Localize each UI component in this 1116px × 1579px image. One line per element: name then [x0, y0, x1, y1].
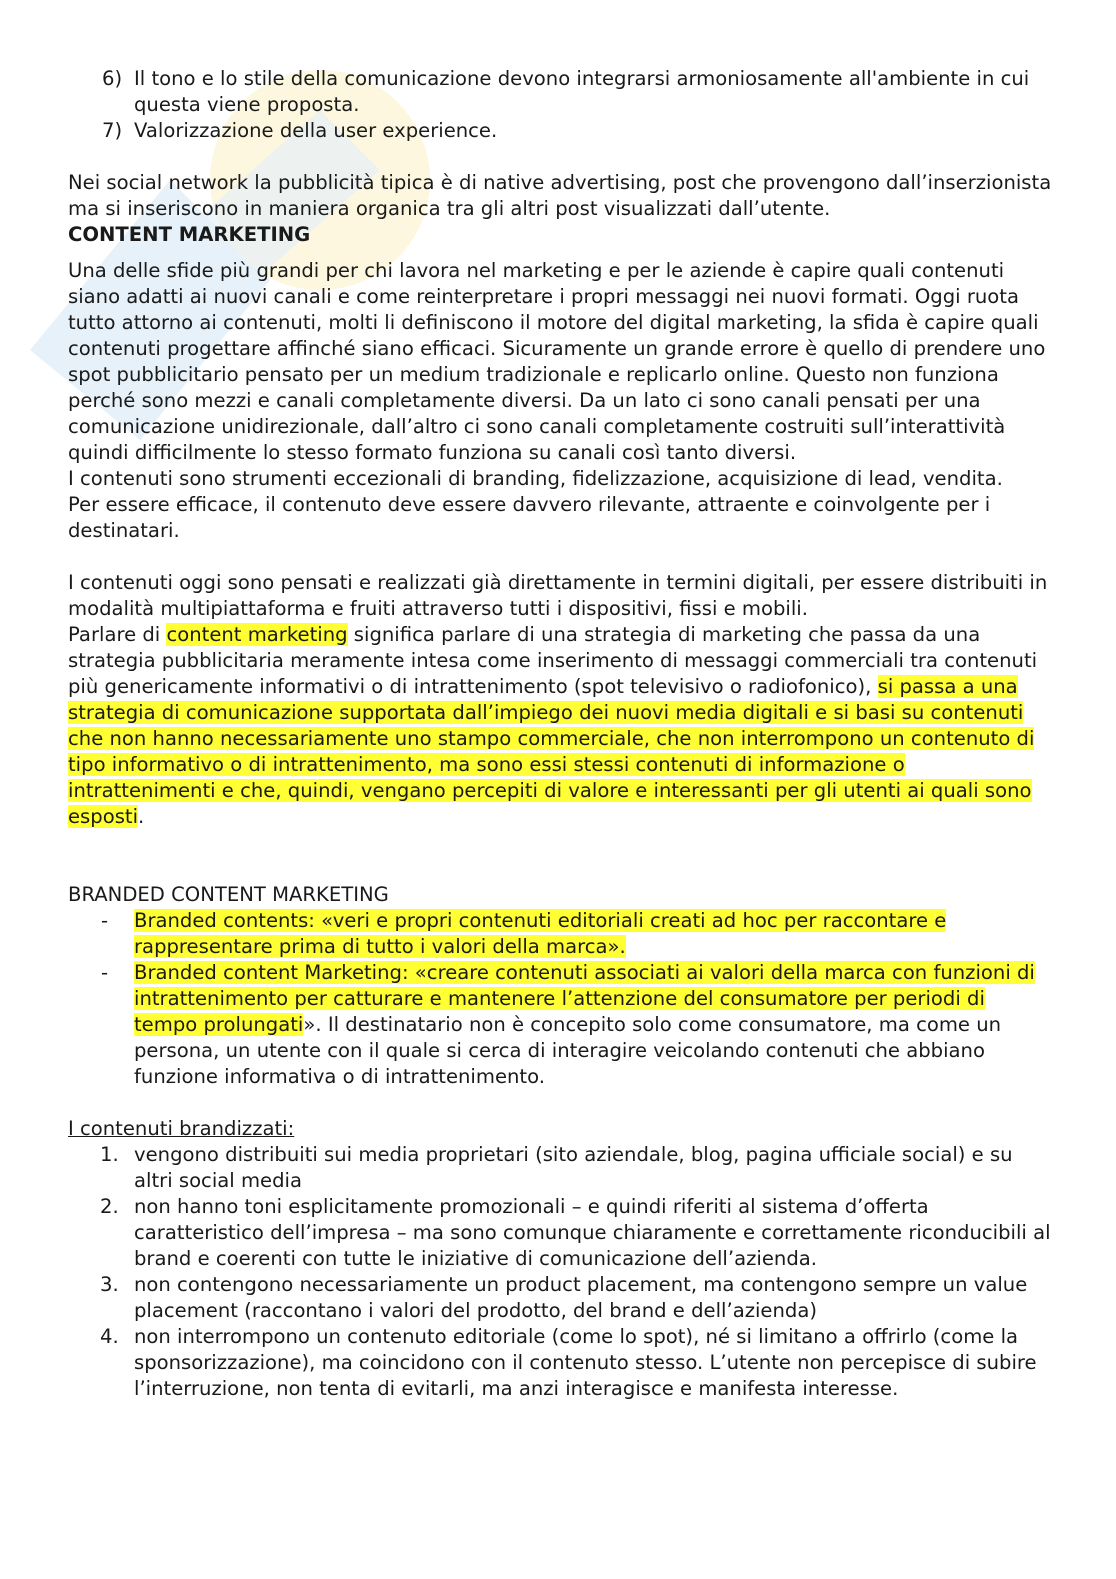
document-content [68, 66, 1053, 1402]
content-marketing-heading: CONTENT MARKETING [68, 223, 311, 246]
paragraph: I contenuti oggi sono pensati e realizzati già direttamente in termini digitali, per essere distribuiti in modalità multipiattaforma e fruiti attraverso tutti i dispositivi, fissi e mobili. [68, 571, 1048, 620]
highlight: Branded contents: «veri e propri contenuti editoriali creati ad hoc per raccontare e rappresentare prima di tutto i valori della marca». [134, 909, 947, 958]
brandized-heading: I contenuti brandizzati: [68, 1117, 295, 1140]
highlight: Branded content Marketing: «creare contenuti associati ai valori della marca con funzioni di intrattenimento per catturare e mantenere l’attenzione del consumatore per periodi di tempo prolungati [134, 961, 1035, 1036]
branded-heading: BRANDED CONTENT MARKETING [68, 883, 389, 906]
paragraph: Una delle sfide più grandi per chi lavora nel marketing e per le aziende è capire quali contenuti siano adatti ai nuovi canali e come reinterpretare i propri messaggi nei nuovi formati. Oggi ruota tutto attorno ai contenuti, molti li definiscono il motore del digital marketing, la sfida è capire quali contenuti progettare affinché siano efficaci. Sicuramente un grande errore è quello di prendere uno spot pubblicitario pensato per un medium tradizionale e replicarlo online. Questo non funziona perché sono mezzi e canali completamente diversi. Da un lato ci sono canali pensati per una comunicazione unidirezionale, dall’altro ci sono canali completamente costruiti sull’interattività quindi difficilmente lo stesso formato funziona su canali così tanto diversi. [68, 259, 1046, 464]
paragraph: Per essere efficace, il contenuto deve essere davvero rilevante, attraente e coinvolgente per i destinatari. [68, 493, 991, 542]
list-item: 3. non contengono necessariamente un product placement, ma contengono sempre un value placement (raccontano i valori del prodotto, del brand e dell’azienda) [100, 1273, 1028, 1322]
list-item: 2. non hanno toni esplicitamente promozionali – e quindi riferiti al sistema d’offerta caratteristico dell’impresa – ma sono comunque chiaramente e correttamente riconducibili al brand e coerenti con tutte le iniziative di comunicazione dell’azienda. [100, 1195, 1051, 1270]
list-item: 7) Valorizzazione della user experience. [102, 119, 498, 142]
list-item: 1. vengono distribuiti sui media proprietari (sito aziendale, blog, pagina ufficiale social) e su altri social media [100, 1143, 1013, 1192]
list-item: - Branded contents: «veri e propri contenuti editoriali creati ad hoc per raccontare e rappresentare prima di tutto i valori della marca». [101, 909, 947, 958]
paragraph: Parlare di content marketing significa parlare di una strategia di marketing che passa da una strategia pubblicitaria meramente intesa come inserimento di messaggi commerciali tra contenuti più genericamente informativi o di intrattenimento (spot televisivo o radiofonico), si passa a una strategia di comunicazione supportata dall’impiego dei nuovi media digitali e si basi su contenuti che non hanno necessariamente uno stampo commerciale, che non interrompono un contenuto di tipo informativo o di intrattenimento, ma sono essi stessi contenuti di informazione o intrattenimenti e che, quindi, vengano percepiti di valore e interessanti per gli utenti ai quali sono esposti. [68, 623, 1038, 828]
list-item: 6) Il tono e lo stile della comunicazione devono integrarsi armoniosamente all'ambiente in cui questa viene proposta. [102, 67, 1030, 116]
list-item: 4. non interrompono un contenuto editoriale (come lo spot), né si limitano a offrirlo (come la sponsorizzazione), ma coincidono con il contenuto stesso. L’utente non percepisce di subire l’interruzione, non tenta di evitarli, ma anzi interagisce e manifesta interesse. [100, 1325, 1037, 1400]
highlight: content marketing [166, 623, 348, 646]
highlight: si passa a una strategia di comunicazione supportata dall’impiego dei nuovi media digitali e si basi su contenuti che non hanno necessariamente uno stampo commerciale, che non interrompono un contenuto di tipo informativo o di intrattenimento, ma sono essi stessi contenuti di informazione o intrattenimenti e che, quindi, vengano percepiti di valore e interessanti per gli utenti ai quali sono esposti [68, 675, 1035, 828]
social-paragraph: Nei social network la pubblicità tipica è di native advertising, post che provengono dall’inserzionista ma si inseriscono in maniera organica tra gli altri post visualizzati dall’utente. [68, 171, 1052, 220]
paragraph: I contenuti sono strumenti eccezionali di branding, fidelizzazione, acquisizione di lead, vendita. [68, 467, 1003, 490]
list-item: - Branded content Marketing: «creare contenuti associati ai valori della marca con funzioni di intrattenimento per catturare e mantenere l’attenzione del consumatore per periodi di tempo prolungati». Il destinatario non è concepito solo come consumatore, ma come un persona, un utente con il quale si cerca di interagire veicolando contenuti che abbiano funzione informativa o di intrattenimento. [101, 961, 1035, 1088]
